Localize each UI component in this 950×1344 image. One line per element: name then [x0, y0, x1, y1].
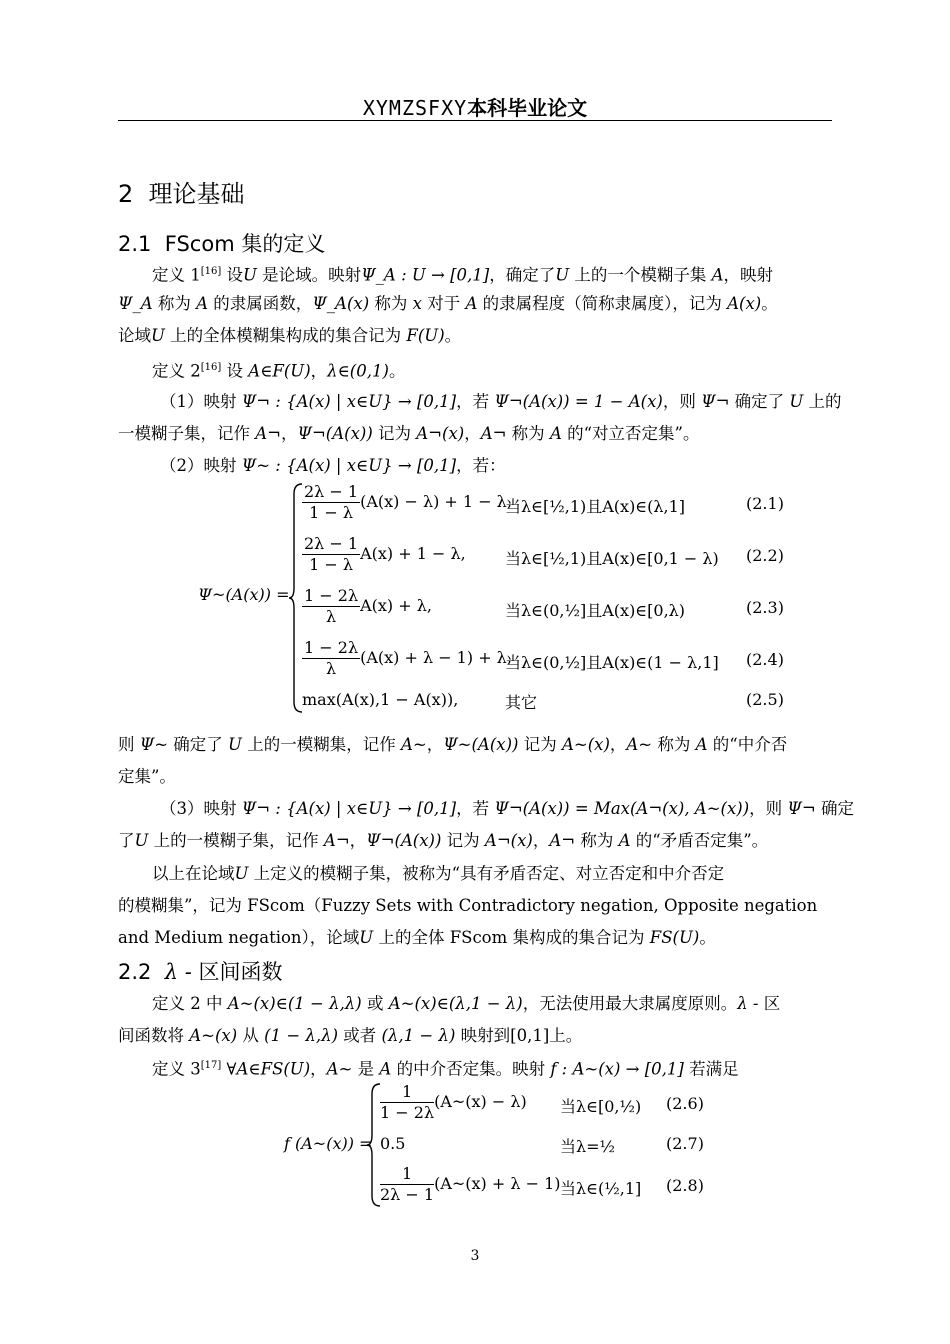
def2-item2: （2）映射 Ψ~ : {A(x) | x∈U} → [0,1]，若：	[160, 456, 506, 475]
cases-main-row-4: $\frac{1 - 2\lambda}{\lambda}$ (A(x) + λ − 1) + λ,	[304, 638, 512, 678]
def2-item1-line2: 一模糊子集，记作 A¬，Ψ¬(A(x)) 记为 A¬(x)，A¬ 称为 A 的“对立否定集”。	[118, 424, 700, 443]
cases-main-cond-4: 当λ∈(0,½]且A(x)∈(1 − λ,1]	[505, 653, 719, 672]
lambda-paragraph-line1: 定义 2 中 A~(x)∈(1 − λ,λ) 或 A~(x)∈(λ,1 − λ)，无法使用最大隶属度原则。λ - 区	[152, 994, 781, 1013]
cases-f-cond-3: 当λ∈(½,1]	[560, 1179, 642, 1198]
equation-number: (2.6)	[666, 1094, 704, 1113]
equation-number: (2.5)	[746, 690, 784, 709]
header-rule	[118, 120, 832, 121]
summary-line1: 以上在论域U 上定义的模糊子集，被称为“具有矛盾否定、对立否定和中介否定	[152, 864, 725, 883]
cases-main-cond-5: 其它	[505, 693, 538, 712]
cases-f-row-1: $\frac{1}{1 - 2\lambda}$ (A~(x) − λ)	[380, 1082, 527, 1122]
cases-f-row-3: $\frac{1}{2\lambda - 1}$ (A~(x) + λ − 1)	[380, 1164, 561, 1204]
def1-line1: 定义 1[16] 设U 是论域。映射Ψ_A : U → [0,1]，确定了U 上的一个模糊子集 A，映射	[152, 265, 774, 285]
cases-main-cond-3: 当λ∈(0,½]且A(x)∈[0,λ)	[505, 601, 686, 620]
header-code: XYMZSFXY	[362, 96, 468, 120]
equation-number: (2.7)	[666, 1134, 704, 1153]
after-cases-line2: 定集”。	[118, 767, 176, 786]
cases-f-row-2: 0.5	[380, 1134, 406, 1153]
def2-item3-line1: （3）映射 Ψ¬ : {A(x) | x∈U} → [0,1]，若 Ψ¬(A(x)) = Max(A¬(x), A~(x))，则 Ψ¬ 确定	[160, 799, 854, 818]
subsection-number: 2.1	[118, 232, 152, 256]
def1-line3: 论域U 上的全体模糊集构成的集合记为 F(U)。	[118, 326, 462, 345]
equation-number: (2.4)	[746, 650, 784, 669]
subsection-number: 2.2	[118, 960, 152, 984]
page-number: 3	[470, 1248, 480, 1264]
cases-main-cond-2: 当λ∈[½,1)且A(x)∈[0,1 − λ)	[505, 549, 719, 568]
header-title: 本科毕业论文	[467, 96, 588, 120]
equation-number: (2.8)	[666, 1176, 704, 1195]
subsection-heading-2-2	[118, 956, 283, 986]
cases-f-cond-1: 当λ∈[0,½)	[560, 1097, 642, 1116]
subsection-heading-2-1	[118, 228, 325, 258]
cases-f-lhs: f (A~(x)) =	[284, 1134, 373, 1153]
lambda-paragraph-line2: 间函数将 A~(x) 从 (1 − λ,λ) 或者 (λ,1 − λ) 映射到[0,1]上。	[118, 1026, 583, 1045]
cases-main-row-1: $\frac{2\lambda - 1}{1 - \lambda}$ (A(x) − λ) + 1 − λ,	[304, 482, 512, 522]
cases-main-cond-1: 当λ∈[½,1)且A(x)∈(λ,1]	[505, 497, 686, 516]
cases-main-row-3: $\frac{1 - 2\lambda}{\lambda}$ A(x) + λ,	[304, 586, 432, 626]
cases-main-row-2: $\frac{2\lambda - 1}{1 - \lambda}$ A(x) + 1 − λ,	[304, 534, 466, 574]
after-cases-line1: 则 Ψ~ 确定了 U 上的一模糊集，记作 A~，Ψ~(A(x)) 记为 A~(x)，A~ 称为 A 的“中介否	[118, 735, 788, 754]
equation-number: (2.1)	[746, 494, 784, 513]
summary-line2: 的模糊集”，记为 FScom（Fuzzy Sets with Contradictory negation, Opposite negation	[118, 896, 818, 915]
equation-number: (2.3)	[746, 598, 784, 617]
section-title: 理论基础	[148, 180, 245, 208]
def2-intro: 定义 2[16] 设 A∈F(U)，λ∈(0,1)。	[152, 361, 406, 381]
lambda-symbol: λ -	[164, 960, 192, 984]
subsection-title: FScom 集的定义	[164, 232, 326, 256]
cases-f-cond-2: 当λ=½	[560, 1137, 616, 1156]
equation-number: (2.2)	[746, 546, 784, 565]
def3-line: 定义 3[17] ∀A∈FS(U)，A~ 是 A 的中介否定集。映射 f : A~(x) → [0,1] 若满足	[152, 1059, 739, 1079]
def2-item1-line1: （1）映射 Ψ¬ : {A(x) | x∈U} → [0,1]，若 Ψ¬(A(x)) = 1 − A(x)，则 Ψ¬ 确定了 U 上的	[160, 392, 842, 411]
subsection-title: 区间函数	[198, 960, 283, 984]
def2-item3-line2: 了U 上的一模糊子集，记作 A¬，Ψ¬(A(x)) 记为 A¬(x)，A¬ 称为 A 的“矛盾否定集”。	[118, 831, 769, 850]
cases-main-row-5: max(A(x),1 − A(x)),	[302, 690, 459, 709]
section-number: 2	[118, 180, 134, 208]
cases-main-lhs: Ψ~(A(x)) =	[198, 585, 290, 604]
section-heading	[118, 174, 245, 209]
running-header	[118, 92, 832, 121]
summary-line3: and Medium negation），论域U 上的全体 FScom 集构成的集合记为 FS(U)。	[118, 928, 716, 947]
def1-line2: Ψ_A 称为 A 的隶属函数，Ψ_A(x) 称为 x 对于 A 的隶属程度（简称隶属度），记为 A(x)。	[118, 294, 778, 313]
